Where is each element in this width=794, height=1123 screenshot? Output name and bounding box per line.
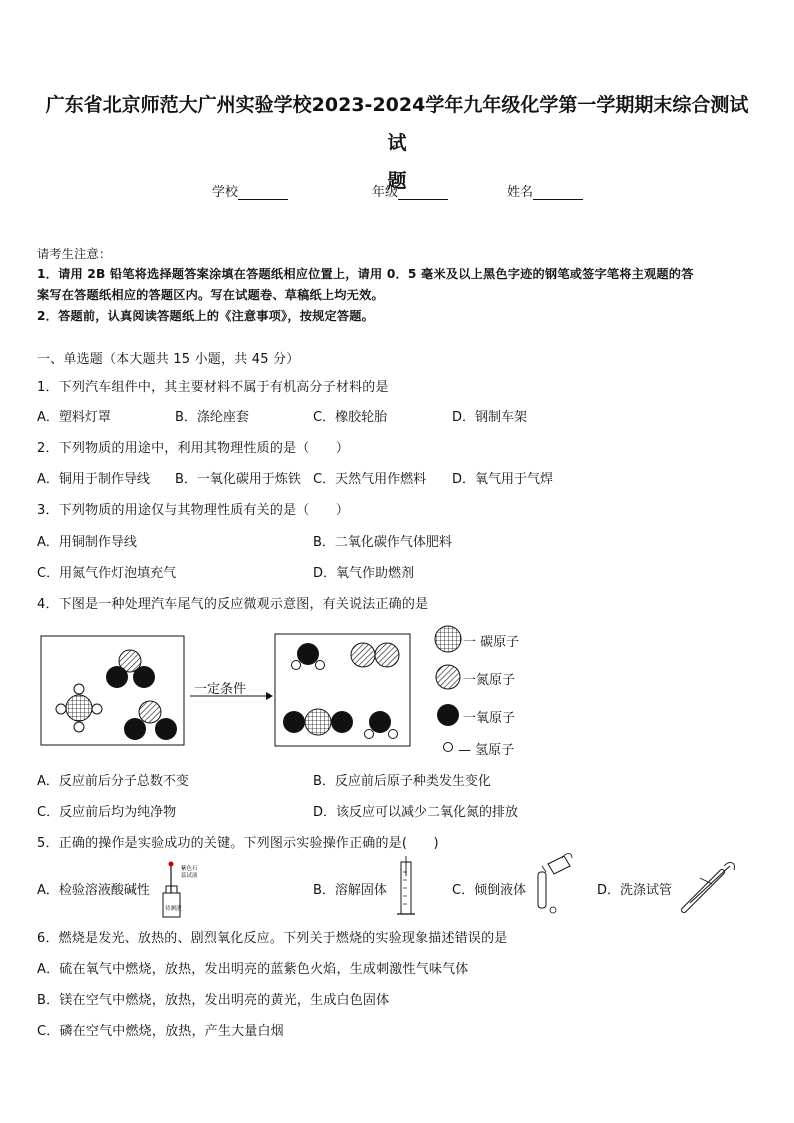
q1-option-a: A．塑料灯罩 bbox=[37, 410, 111, 425]
oxygen-atom bbox=[124, 718, 146, 740]
legend-hydrogen-label: — 氢原子 bbox=[458, 743, 515, 758]
q2-option-a: A．铜用于制作导线 bbox=[37, 472, 150, 487]
legend-carbon-atom bbox=[435, 626, 461, 652]
nitrogen-atom bbox=[375, 643, 399, 667]
hydrogen-atom bbox=[92, 704, 102, 714]
legend-nitrogen-atom bbox=[436, 665, 460, 689]
q3-option-c: C．用氮气作灯泡填充气 bbox=[37, 566, 177, 581]
q3-option-b: B．二氧化碳作气体肥料 bbox=[313, 535, 452, 550]
q6-stem: 6．燃烧是发光、放热的、剧烈氧化反应。下列关于燃烧的实验现象描述错误的是 bbox=[37, 931, 508, 946]
q5-option-a: A．检验溶液酸碱性 bbox=[37, 883, 150, 898]
notice-item1-line1: 1．请用 2B 铅笔将选择题答案涂填在答题纸相应位置上，请用 0．5 毫米及以上黑色字迹的钢笔或签字笔将主观题的答 bbox=[37, 267, 694, 281]
pouring-icon bbox=[538, 854, 572, 914]
q4-option-c: C．反应前后均为纯净物 bbox=[37, 805, 177, 820]
oxygen-atom bbox=[297, 643, 319, 665]
q6-option-c: C．磷在空气中燃烧，放热，产生大量白烟 bbox=[37, 1024, 284, 1039]
q5-option-d: D．洗涤试管 bbox=[597, 883, 673, 898]
q3-stem: 3．下列物质的用途仅与其物理性质有关的是（ ） bbox=[37, 503, 350, 518]
q5-stem: 5．正确的操作是实验成功的关键。下列图示实验操作正确的是( ) bbox=[37, 836, 439, 851]
legend-oxygen-label: 一氧原子 bbox=[463, 711, 516, 726]
hydrogen-atom bbox=[389, 730, 398, 739]
legend-carbon-label: 一 碳原子 bbox=[463, 635, 520, 650]
bottle-label-1: 紫色石 bbox=[181, 866, 198, 872]
grade-label: 年级 bbox=[372, 185, 399, 200]
q4-option-b: B．反应前后原子种类发生变化 bbox=[313, 774, 491, 789]
oxygen-atom bbox=[283, 711, 305, 733]
hydrogen-atom bbox=[365, 730, 374, 739]
carbon-atom bbox=[66, 695, 92, 721]
q1-option-c: C．橡胶轮胎 bbox=[313, 410, 388, 425]
hydrogen-atom bbox=[56, 704, 66, 714]
dropper-bottle-icon bbox=[163, 862, 198, 918]
carbon-atom bbox=[305, 709, 331, 735]
notice-heading: 请考生注意： bbox=[37, 247, 112, 261]
school-label: 学校 bbox=[212, 185, 239, 200]
hydrogen-atom bbox=[316, 661, 325, 670]
hydrogen-atom bbox=[74, 684, 84, 694]
q6-option-b: B．镁在空气中燃烧，放热，发出明亮的黄光，生成白色固体 bbox=[37, 993, 390, 1008]
nitrogen-atom bbox=[139, 701, 161, 723]
q4-option-d: D．该反应可以减少二氧化氮的排放 bbox=[313, 805, 519, 820]
oxygen-atom bbox=[155, 718, 177, 740]
notice-item2: 2．答题前，认真阅读答题纸上的《注意事项》，按规定答题。 bbox=[37, 309, 375, 323]
q4-stem: 4．下图是一种处理汽车尾气的反应微观示意图，有关说法正确的是 bbox=[37, 597, 429, 612]
q2-option-c: C．天然气用作燃料 bbox=[313, 472, 427, 487]
q1-option-d: D．钢制车架 bbox=[452, 410, 528, 425]
notice-item1-line2: 案写在答题纸相应的答题区内。写在试题卷、草稿纸上均无效。 bbox=[37, 288, 384, 302]
q1-stem: 1．下列汽车组件中，其主要材料不属于有机高分子材料的是 bbox=[37, 380, 389, 395]
arrow-condition-label: 一定条件 bbox=[194, 682, 247, 697]
reaction-arrowhead bbox=[266, 692, 273, 700]
legend-nitrogen-label: 一氮原子 bbox=[463, 673, 516, 688]
cylinder-icon bbox=[397, 856, 415, 914]
name-label: 姓名 bbox=[507, 185, 534, 200]
section-heading: 一、单选题（本大题共 15 小题，共 45 分） bbox=[37, 352, 300, 367]
q3-option-a: A．用铜制作导线 bbox=[37, 535, 137, 550]
oxygen-atom bbox=[133, 666, 155, 688]
bottle-label-2: 蕊试液 bbox=[181, 873, 198, 879]
oxygen-atom bbox=[369, 711, 391, 733]
q3-option-d: D．氧气作助燃剂 bbox=[313, 566, 415, 581]
oxygen-atom bbox=[331, 711, 353, 733]
legend-oxygen-atom bbox=[437, 704, 459, 726]
exam-title-line2: 题 bbox=[387, 170, 407, 192]
test-tube-brush-icon bbox=[684, 863, 734, 910]
hydrogen-atom bbox=[74, 722, 84, 732]
oxygen-atom bbox=[106, 666, 128, 688]
q2-option-b: B．一氧化碳用于炼铁 bbox=[175, 472, 301, 487]
q5-option-b: B．溶解固体 bbox=[313, 883, 387, 898]
q2-stem: 2．下列物质的用途中，利用其物理性质的是（ ） bbox=[37, 441, 350, 456]
nitrogen-atom bbox=[351, 643, 375, 667]
q1-option-b: B．涤纶座套 bbox=[175, 410, 249, 425]
q5-option-c: C．倾倒液体 bbox=[452, 883, 527, 898]
bottle-body-label: 待测液 bbox=[165, 906, 182, 912]
q4-option-a: A．反应前后分子总数不变 bbox=[37, 774, 189, 789]
legend-hydrogen-atom bbox=[444, 743, 453, 752]
exam-title-line1: 广东省北京师范大广州实验学校2023-2024学年九年级化学第一学期期末综合测试试 bbox=[45, 94, 749, 154]
hydrogen-atom bbox=[292, 661, 301, 670]
q2-option-d: D．氧气用于气焊 bbox=[452, 472, 554, 487]
q6-option-a: A．硫在氧气中燃烧，放热，发出明亮的蓝紫色火焰，生成刺激性气味气体 bbox=[37, 962, 469, 977]
